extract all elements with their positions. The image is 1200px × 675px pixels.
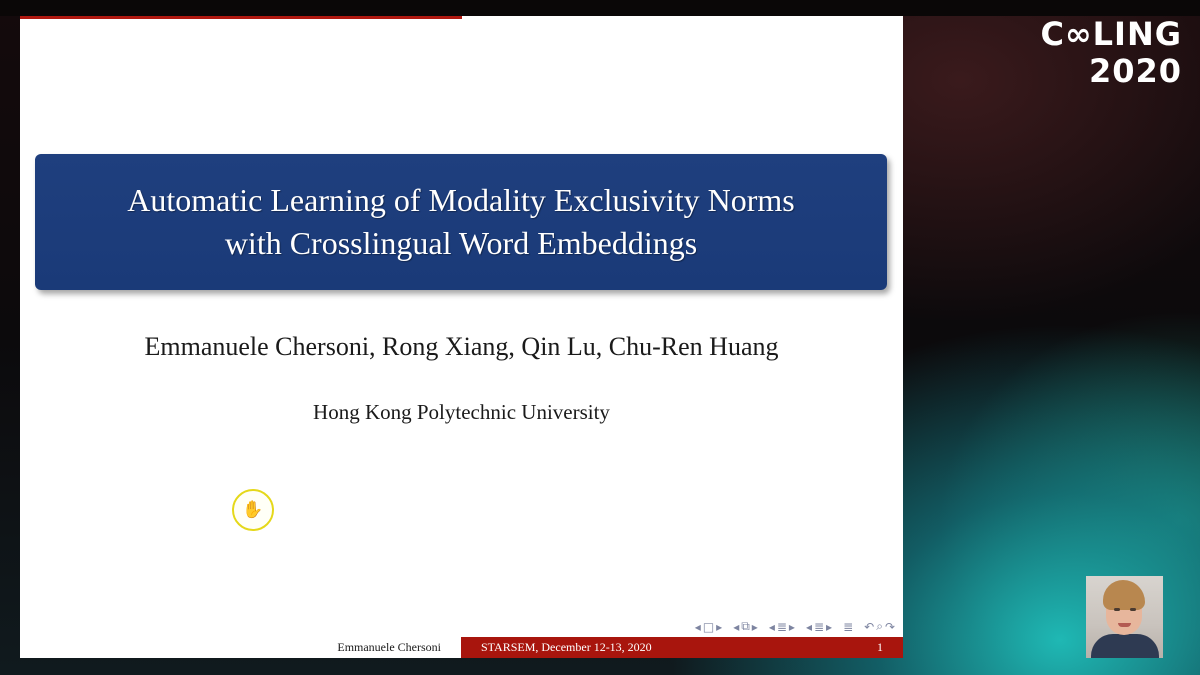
slide-footer bbox=[20, 637, 903, 658]
nav-section-prev-icon[interactable]: ◂ bbox=[768, 619, 775, 634]
nav-subsection-prev-icon[interactable]: ◂ bbox=[733, 619, 740, 634]
footer-page-number: 1 bbox=[877, 640, 883, 654]
coling-logo bbox=[1041, 16, 1182, 90]
presentation-slide bbox=[20, 16, 903, 658]
nav-frame-icon[interactable]: □ bbox=[702, 619, 715, 634]
presenter-webcam bbox=[1086, 576, 1163, 658]
coling-logo-line1: C∞LING bbox=[1040, 15, 1182, 53]
nav-section-next-icon[interactable]: ▸ bbox=[788, 619, 795, 634]
hand-glyph: ✋ bbox=[242, 500, 264, 520]
footer-author: Emmanuele Chersoni bbox=[337, 640, 441, 654]
title-block bbox=[35, 154, 887, 290]
top-strip bbox=[0, 0, 1200, 16]
footer-author-box bbox=[20, 637, 461, 658]
nav-forward-icon[interactable]: ↷ bbox=[884, 619, 895, 634]
nav-search-icon[interactable]: ⌕ bbox=[876, 619, 883, 633]
authors: Emmanuele Chersoni, Rong Xiang, Qin Lu, Chu-Ren Huang bbox=[144, 332, 779, 361]
nav-document-icon[interactable]: ≣ bbox=[843, 619, 854, 634]
institution: Hong Kong Polytechnic University bbox=[313, 400, 610, 424]
title-line-1: Automatic Learning of Modality Exclusivity Norms bbox=[127, 182, 795, 218]
footer-event: STARSEM, December 12-13, 2020 bbox=[481, 640, 652, 654]
nav-part-icon[interactable]: ≣ bbox=[813, 619, 825, 634]
nav-back-icon[interactable]: ↶ bbox=[864, 619, 875, 634]
nav-section-icon[interactable]: ≣ bbox=[776, 619, 787, 634]
beamer-navigation-bar bbox=[687, 619, 895, 634]
footer-event-box bbox=[461, 637, 903, 658]
slide-progress-bar bbox=[20, 16, 462, 19]
nav-subsection-next-icon[interactable]: ▸ bbox=[751, 619, 758, 634]
title-line-2: with Crosslingual Word Embeddings bbox=[224, 225, 698, 261]
nav-next-icon[interactable]: ▸ bbox=[716, 619, 723, 634]
coling-logo-line2: 2020 bbox=[1088, 52, 1182, 90]
nav-subsection-icon[interactable]: ⧉ bbox=[741, 619, 750, 633]
nav-prev-icon[interactable]: ◂ bbox=[694, 619, 701, 634]
nav-part-next-icon[interactable]: ▸ bbox=[826, 619, 833, 634]
hand-pointer-icon bbox=[232, 489, 274, 531]
nav-part-prev-icon[interactable]: ◂ bbox=[805, 619, 812, 634]
